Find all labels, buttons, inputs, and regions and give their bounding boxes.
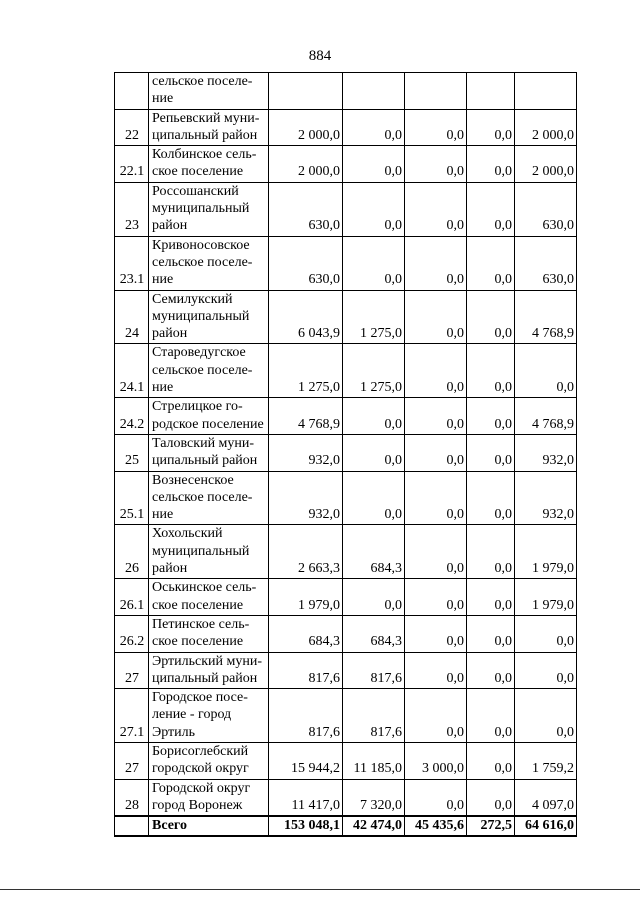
value-col3-cell: 0,0: [405, 525, 467, 579]
value-total-cell: 15 944,2: [269, 742, 343, 779]
value-col5-cell: 0,0: [515, 344, 577, 398]
table-row: [115, 398, 577, 435]
value-col2-cell: 1 275,0: [343, 344, 405, 398]
value-col4-cell: 0,0: [467, 615, 515, 652]
value-total-cell: 630,0: [269, 236, 343, 290]
value-col4-cell: 0,0: [467, 525, 515, 579]
value-col4-cell: 0,0: [467, 398, 515, 435]
value-col5-cell: 0,0: [515, 652, 577, 689]
value-col2-cell: 0,0: [343, 434, 405, 471]
value-col5-cell: 630,0: [515, 236, 577, 290]
value-col2-cell: 1 275,0: [343, 290, 405, 344]
value-col2-cell: 817,6: [343, 689, 405, 743]
value-col3-cell: 0,0: [405, 615, 467, 652]
row-number-cell: 25: [115, 434, 149, 471]
value-col3-cell: 0,0: [405, 398, 467, 435]
row-number-cell: 24.1: [115, 344, 149, 398]
value-col4-cell: 0,0: [467, 434, 515, 471]
row-number-cell: 24: [115, 290, 149, 344]
page-number: 884: [308, 48, 332, 64]
value-col3-cell: 0,0: [405, 779, 467, 816]
value-col2-cell: 7 320,0: [343, 779, 405, 816]
table-row: [115, 146, 577, 183]
value-col5-cell: 2 000,0: [515, 146, 577, 183]
row-number-cell: [115, 73, 149, 110]
value-col3-cell: 0,0: [405, 109, 467, 146]
value-col5-cell: 1 759,2: [515, 742, 577, 779]
value-total-cell: 2 000,0: [269, 146, 343, 183]
value-total-cell: 4 768,9: [269, 398, 343, 435]
value-col5-cell: 4 768,9: [515, 290, 577, 344]
table-row: [115, 290, 577, 344]
row-number-cell: 28: [115, 779, 149, 816]
value-col5-cell: 0,0: [515, 689, 577, 743]
value-col4-cell: [467, 73, 515, 110]
value-col2-cell: 0,0: [343, 471, 405, 525]
table-row: [115, 615, 577, 652]
value-total-cell: 6 043,9: [269, 290, 343, 344]
value-col3-cell: 0,0: [405, 434, 467, 471]
name-cell: Борисоглебский городской округ: [149, 742, 269, 779]
name-cell: Хохольский муниципальный район: [149, 525, 269, 579]
table-row: [115, 344, 577, 398]
value-col2-cell: 0,0: [343, 398, 405, 435]
value-col2-cell: 11 185,0: [343, 742, 405, 779]
row-number-cell: 23.1: [115, 236, 149, 290]
value-col5-cell: 0,0: [515, 615, 577, 652]
row-number-cell: 26: [115, 525, 149, 579]
name-cell: Эртильский муни- ципальный район: [149, 652, 269, 689]
value-col5-cell: 2 000,0: [515, 109, 577, 146]
value-col5-cell: 4 768,9: [515, 398, 577, 435]
value-total-cell: 630,0: [269, 182, 343, 236]
name-cell: Городской округ город Воронеж: [149, 779, 269, 816]
value-total-cell: 932,0: [269, 434, 343, 471]
value-col5-cell: 1 979,0: [515, 525, 577, 579]
table-row: [115, 525, 577, 579]
value-col4-cell: 272,5: [467, 816, 515, 836]
value-col5-cell: [515, 73, 577, 110]
name-cell: Колбинское сель- ское поселение: [149, 146, 269, 183]
value-col5-cell: 4 097,0: [515, 779, 577, 816]
value-col3-cell: 0,0: [405, 344, 467, 398]
value-col4-cell: 0,0: [467, 182, 515, 236]
row-number-cell: 23: [115, 182, 149, 236]
value-col2-cell: [343, 73, 405, 110]
table-row: [115, 689, 577, 743]
value-col2-cell: 684,3: [343, 615, 405, 652]
name-cell: Таловский муни- ципальный район: [149, 434, 269, 471]
value-col3-cell: [405, 73, 467, 110]
value-col3-cell: 0,0: [405, 579, 467, 616]
value-col4-cell: 0,0: [467, 109, 515, 146]
row-number-cell: 22.1: [115, 146, 149, 183]
value-col4-cell: 0,0: [467, 652, 515, 689]
value-col3-cell: 0,0: [405, 689, 467, 743]
value-col4-cell: 0,0: [467, 236, 515, 290]
value-col2-cell: 0,0: [343, 109, 405, 146]
value-total-cell: 817,6: [269, 689, 343, 743]
total-row: [115, 816, 577, 836]
table-body: [115, 73, 577, 837]
value-col2-cell: 42 474,0: [343, 816, 405, 836]
value-total-cell: 2 000,0: [269, 109, 343, 146]
value-col5-cell: 64 616,0: [515, 816, 577, 836]
value-total-cell: [269, 73, 343, 110]
value-col3-cell: 0,0: [405, 652, 467, 689]
value-col4-cell: 0,0: [467, 779, 515, 816]
page-bottom-rule: [0, 889, 640, 890]
name-cell: Оськинское сель- ское поселение: [149, 579, 269, 616]
table-row: [115, 742, 577, 779]
table-row: [115, 236, 577, 290]
table-row: [115, 652, 577, 689]
name-cell: Стрелицкое го- родское поселение: [149, 398, 269, 435]
value-col3-cell: 0,0: [405, 236, 467, 290]
value-col5-cell: 932,0: [515, 434, 577, 471]
table-row: [115, 434, 577, 471]
row-number-cell: 27.1: [115, 689, 149, 743]
value-total-cell: 684,3: [269, 615, 343, 652]
value-total-cell: 932,0: [269, 471, 343, 525]
value-col5-cell: 1 979,0: [515, 579, 577, 616]
table-row: [115, 73, 577, 110]
value-col2-cell: 0,0: [343, 146, 405, 183]
value-col4-cell: 0,0: [467, 689, 515, 743]
value-col2-cell: 684,3: [343, 525, 405, 579]
value-col3-cell: 0,0: [405, 146, 467, 183]
name-cell: Вознесенское сельское поселе- ние: [149, 471, 269, 525]
value-col5-cell: 630,0: [515, 182, 577, 236]
value-col3-cell: 45 435,6: [405, 816, 467, 836]
value-col2-cell: 0,0: [343, 182, 405, 236]
table-row: [115, 779, 577, 816]
name-cell: Россошанский муниципальный район: [149, 182, 269, 236]
name-cell: Староведугское сельское поселе- ние: [149, 344, 269, 398]
value-total-cell: 11 417,0: [269, 779, 343, 816]
name-cell: Петинское сель- ское поселение: [149, 615, 269, 652]
value-total-cell: 817,6: [269, 652, 343, 689]
value-col4-cell: 0,0: [467, 742, 515, 779]
row-number-cell: 25.1: [115, 471, 149, 525]
value-col2-cell: 0,0: [343, 236, 405, 290]
name-cell: Семилукский муниципальный район: [149, 290, 269, 344]
name-cell: Кривоносовское сельское поселе- ние: [149, 236, 269, 290]
row-number-cell: 27: [115, 652, 149, 689]
table-row: [115, 471, 577, 525]
name-cell: Городское посе- ление - город Эртиль: [149, 689, 269, 743]
value-total-cell: 153 048,1: [269, 816, 343, 836]
value-col3-cell: 0,0: [405, 182, 467, 236]
total-label: Всего: [149, 816, 269, 836]
row-number-cell: 27: [115, 742, 149, 779]
row-number-cell: 26.1: [115, 579, 149, 616]
value-col4-cell: 0,0: [467, 579, 515, 616]
row-number-cell: 26.2: [115, 615, 149, 652]
value-col4-cell: 0,0: [467, 290, 515, 344]
value-total-cell: 1 275,0: [269, 344, 343, 398]
table-row: [115, 182, 577, 236]
value-col4-cell: 0,0: [467, 471, 515, 525]
row-number-cell: 24.2: [115, 398, 149, 435]
budget-table: [114, 72, 577, 837]
value-col2-cell: 0,0: [343, 579, 405, 616]
value-col3-cell: 3 000,0: [405, 742, 467, 779]
value-col5-cell: 932,0: [515, 471, 577, 525]
table-row: [115, 579, 577, 616]
value-col2-cell: 817,6: [343, 652, 405, 689]
value-total-cell: 1 979,0: [269, 579, 343, 616]
value-col4-cell: 0,0: [467, 146, 515, 183]
name-cell: сельское поселе- ние: [149, 73, 269, 110]
row-number-cell: 22: [115, 109, 149, 146]
value-col3-cell: 0,0: [405, 290, 467, 344]
value-col4-cell: 0,0: [467, 344, 515, 398]
table-row: [115, 109, 577, 146]
value-total-cell: 2 663,3: [269, 525, 343, 579]
total-empty-cell: [115, 816, 149, 836]
value-col3-cell: 0,0: [405, 471, 467, 525]
name-cell: Репьевский муни- ципальный район: [149, 109, 269, 146]
